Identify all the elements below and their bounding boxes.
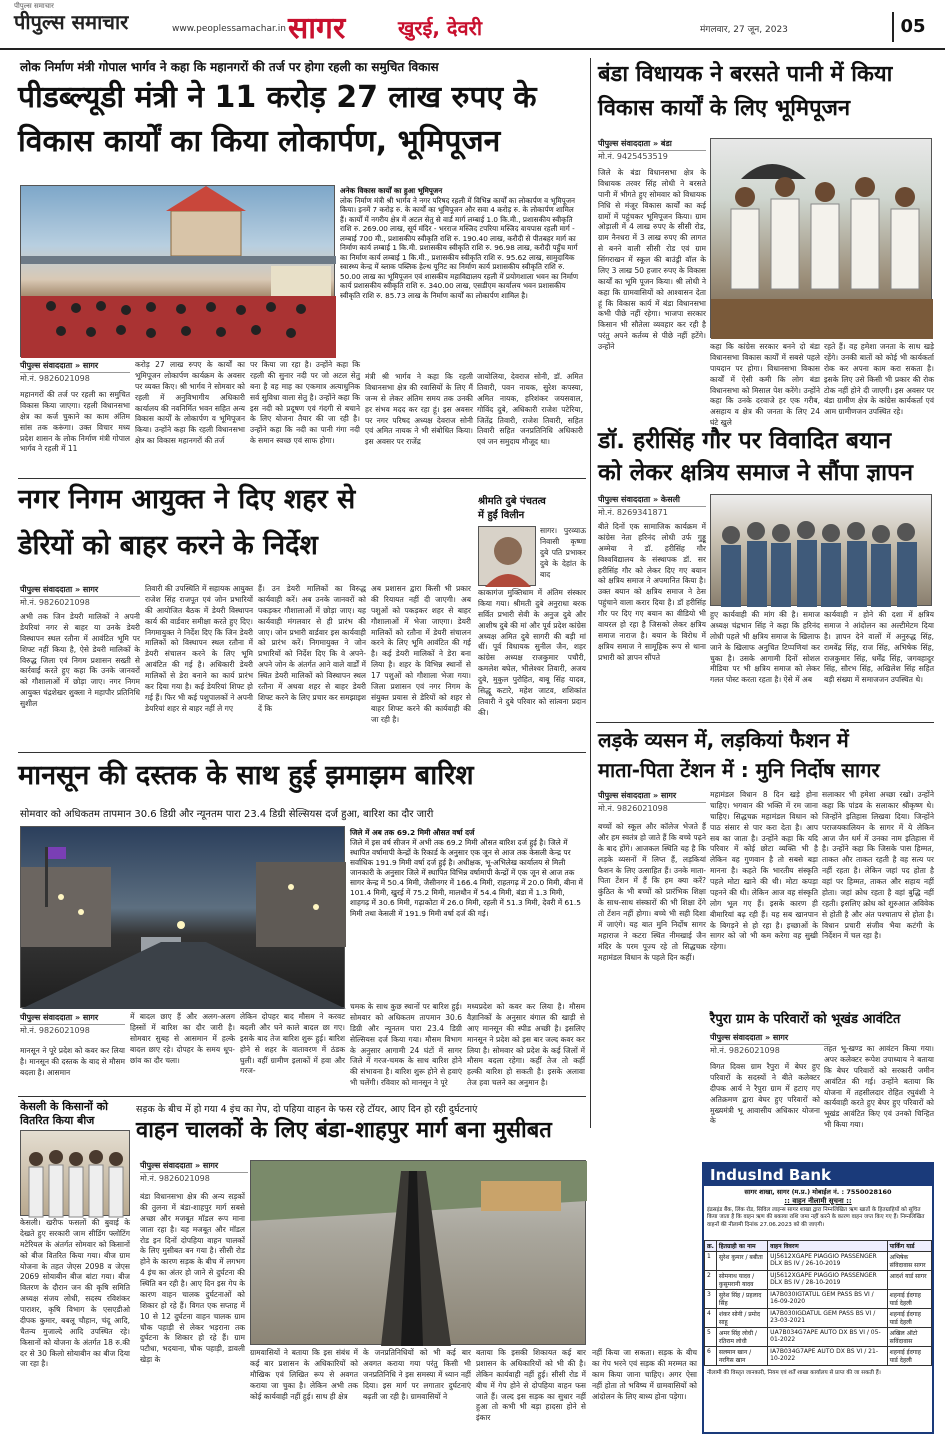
story5-col2: में बादल छाए हैं और अलग-अलग हिस्सों में बारिश का दौर जारी है। सोमवार सुबह से आसमान में हल्के बादल छाए रहे। दोपहर के समय धूप-छांव का दौर चला। (130, 1012, 235, 1065)
obit-text-top: सागर। पुरव्याऊ निवासी कृष्णा दुबे पति प्रभाकर दुबे के देहांत के बाद (540, 526, 586, 579)
story2-photo (710, 138, 932, 338)
story4-mobile: मो.नं. 9826021098 (20, 598, 90, 607)
story1-infobox (340, 186, 580, 360)
story5-photo (20, 826, 345, 1008)
story2-headline-line2: विकास कार्यों के लिए भूमिपूजन (598, 96, 851, 121)
section-divider (18, 1096, 586, 1097)
ad-table-header (705, 1241, 932, 1252)
ad-bank-name: IndusInd Bank (704, 1164, 932, 1186)
ad-table-cell: अखिल ऑटो सविंदावास (887, 1328, 931, 1347)
section-divider (18, 478, 586, 479)
story4-headline-line2: डेरियों को बाहर करने के निर्देश (18, 530, 318, 561)
story3-byline: पीपुल्स संवाददाता » केसली (598, 494, 706, 507)
story7-byline: पीपुल्स संवाददाता » सागर (710, 1032, 830, 1045)
ad-table-cell: सुरेश कुमार / बबीता (716, 1252, 767, 1271)
story3-headline-line2: को लेकर क्षत्रिय समाज ने सौंपा ज्ञापन (598, 460, 913, 486)
story5-col1: मानसून ने पूरे प्रदेश को कवर कर लिया है। मानसून की दस्तक के बाद से मौसम बदला है। आसमान (20, 1046, 125, 1077)
story4-headline-line1: नगर निगम आयुक्त ने दिए शहर से (18, 484, 356, 515)
story3-photo-illustration (711, 495, 933, 607)
story8-headline-line1: केसली के किसानों को (20, 1100, 108, 1113)
story5-col5: मध्यप्रदेश को कवर कर लिया है। मौसम वैज्ञानिकों के अनुसार बंगाल की खाड़ी से आए मानसून की स्पीड अच्छी है। इसलिए मानसून ने प्रदेश को इस बार जल्द कवर कर लिया है। सोमवार को प्रदेश के कई जिलों में मौसम बदला रहेगा। कहीं तेज तो कहीं हल्की बारिश हो सकती है। इसके अलावा तेज हवा चलने का अनुमान है। (467, 1002, 585, 1088)
story1-photo (20, 185, 335, 357)
story2-col2: कहा कि कांग्रेस सरकार बनने दो बंडा विधानसभा विकास कार्यों में सबसे पहले पायदान पर होगा। विधानसभा विकास कार्यों में ऐसी कमी कि लोग बंडा विधानसभा को मिसाल पेश करेंगे। उन्होंने कहा कि उनके दरवाजे हर एक गरीब, असहाय व क्षेत्र की जनता के लिए 24 घंटे खुले (710, 342, 820, 428)
story1-headline-line2: विकास कार्यों का किया लोकार्पण, भूमिपूजन (18, 124, 501, 159)
story8-photo (20, 1130, 130, 1216)
page-number: 05 (892, 12, 932, 42)
story5-infobox-text: जिले में इस वर्ष सीजन में अभी तक 69.2 मिमी औसत बारिश दर्ज हुई है। जिले में स्थापित वर्षामापी केन्द्रों के रिकार्ड के अनुसार एक जून से आज तक केसली केन्द्र पर सर्वाधिक 191.9 मिमी वर्षा दर्ज हुई है। अधीक्षक, भू-अभिलेख कार्यालय से मिली जानकारी के अनुसार जिले में स्थापित विभिन्न वर्षामापी केन्द्रों में एक जून से आज तक सागर केन्द्र में 50.4 मिमी, जैसीनगर में 166.4 मिमी, राहतगढ़ में 20.0 मिमी, बीना में 101.4 मिमी, खुरई में 75.2 मिमी, मालथौन में 54.4 मिमी, बंडा में 1.3 मिमी, शाहगढ़ में 30.6 मिमी, गढ़ाकोटा में 26.0 मिमी, रहली में 51.3 मिमी, देवरी में 61.5 मिमी तथा केसली में 191.9 मिमी वर्षा दर्ज की गई। (350, 838, 583, 918)
story9-col4: बताया कि इसकी शिकायत कई बार प्रशासन के अधिकारियों को भी की है। लेकिन कार्यवाही नहीं हुई। सीसी रोड में बीच में गेप होने से दोपहिया वाहन फस जाते हैं। जल्द इस सड़क का सुधार नहीं हुआ तो कभी भी बड़ा हादसा होने से इंकार (476, 1348, 586, 1423)
story5-col4: चमक के साथ कुछ स्थानों पर बारिश हुई। सोमवार को अधिकतम तापमान 30.6 डिग्री और न्यूनतम पारा 23.4 डिग्री सेल्सियस दर्ज किया गया। मौसम विभाग के अनुसार आगामी 24 घंटों में सागर जिले में गरज-चमक के साथ बारिश होने की संभावना है। बारिश शुरू होने से हवाएं भी चलेंगी। रविवार को मानसून ने पूरे (350, 1002, 462, 1088)
ad-table-cell: UJ5612XGAPE PIAGGIO PASSENGER DLX BS IV / 26-10-2019 (768, 1252, 887, 1271)
story9-byline-block (140, 1160, 248, 1184)
ad-table-row (705, 1252, 932, 1271)
story6-byline-block (598, 790, 706, 814)
story1-headline-line1: पीडब्ल्यूडी मंत्री ने 11 करोड़ 27 लाख रुपए के (18, 80, 537, 115)
story4-byline-block (20, 584, 140, 608)
story2-byline: पीपुल्स संवाददाता » बंडा (598, 138, 706, 151)
story3-col3: कार्यवाही न होने की दशा में क्षत्रिय समाज ने आंदोलन का अल्टीमेटम दिया है। ज्ञापन देने वालों में अनुरुद्ध सिंह, रामवेंद्र सिंह, राज सिंह, अभिषेक सिंह, राजकुमार सिंह, धर्मेंद्र सिंह, जगवहादुर सिंह, सौरभ सिंह, अखिलेश सिंह सहित बड़ी संख्या में समाजजन उपस्थित थे। (824, 610, 934, 685)
section-divider (596, 722, 934, 723)
story1-col4: मंत्री श्री भार्गव ने कहा कि रहली विधानसभा क्षेत्र की रवासियों के लिए मैं जन्म से लेकर अंतिम समय तक उनकी हर संभव मदद कर रहा हूं। इस अवसर पर नगर परिषद अध्यक्ष देवराज सोनी एवं अमित नायक ने भी संबोधित किया। इस अवसर पर राजेंद्र (365, 372, 473, 447)
ad-table-cell: 3 (705, 1290, 717, 1309)
story7-mobile: मो.नं. 9826021098 (710, 1046, 780, 1055)
story9-mobile: मो.नं. 9826021098 (140, 1174, 210, 1183)
ad-branch: सागर शाखा, सागर (म.प्र.) मोबाईल नं. : 7550028160 (744, 1188, 892, 1196)
story8-text: केसली। खरीफ फसलों की बुवाई के देखते हुए सरकारी जाम सीडिंग फ्लोटिंग मटेरियल के अंतर्गत सोमवार को किसानों को बीज वितरित किया गया। बीज ग्राम योजना के तहत जेएस 2098 व जेएस 2069 सोयाबीन बीज बांटा गया। बीज वितरण के दौरान जन की कृषि समिति अध्यक्ष संजय लोधी, सदस्य रविशंकर पाराशर, कृषि विभाग के एसएडीओ दीपक कुमार, बबलू चौहान, चंदू आदि, चैतन्य मुजाल्दे आदि उपस्थित रहे। किसानों को योजना के अंतर्गत 18 रु.की दर से 30 किलो सोयाबीन का बीज दिया जा रहा है। (20, 1218, 130, 1369)
obit-portrait (478, 526, 536, 586)
ad-footer: नीलामी की विस्तृत जानकारी, नियम एवं शर्तें शाखा कार्यालय से प्राप्त की जा सकती हैं। (707, 1370, 881, 1376)
ad-table-cell: 1 (705, 1252, 717, 1271)
story3-byline-block (598, 494, 706, 518)
story5-headline: मानसून की दस्तक के साथ हुई झमाझम बारिश (18, 760, 474, 791)
obit-portrait-illustration (479, 527, 537, 587)
story2-headline-line1: बंडा विधायक ने बरसते पानी में किया (598, 62, 893, 87)
ad-table-cell: 2 (705, 1271, 717, 1290)
story5-mobile: मो.नं. 9826021098 (20, 1026, 90, 1035)
ad-table-row (705, 1309, 932, 1328)
story9-headline: वाहन चालकों के लिए बंडा-शाहपुर मार्ग बना मुसीबत (136, 1118, 552, 1143)
ad-table-row (705, 1347, 932, 1366)
ad-table-row (705, 1271, 932, 1290)
story9-col2: ग्रामवासियों ने बताया कि इस संबंध में कई बार प्रशासन के अधिकारियों को मौखिक एवं लिखित रूप से अवगत कराया जा चुका है। लेकिन अभी तक कोई कार्यवाही नहीं हुई। साथ ही क्षेत्र (250, 1348, 358, 1401)
brand-tagline: पीपुल्स समाचार (14, 2, 54, 10)
story1-photo-illustration (21, 186, 336, 358)
story9-byline: पीपुल्स संवाददाता » सागर (140, 1160, 248, 1173)
ad-table-cell: 5 (705, 1328, 717, 1347)
story7-byline-block (710, 1032, 830, 1056)
section-subtitle: खुरई, देवरी (398, 16, 483, 40)
story6-headline-line2: माता-पिता टेंशन में : मुनि निर्दोष सागर (598, 758, 880, 782)
story6-col2: महामंडल विधान 8 दिन खड़े होना चाहिए। भगवान की भक्ति में रम जाना चाहिए। सिद्धचक्र महामंडल विधान को पाठ संसार से पार करा देता है। आप सब का जाता है। उन्होंने कहा कि यदि परिवार में कोई छोटा व्यक्ति भी है लेकिन वह गुणवान है तो सबसे बड़ा मानना है। कहते कि भारतीय संस्कृति पहले मोटा खाने की थी। मोटा कपड़ा पहनने की थी। लेकिन आज वह संस्कृति लोग भूल गए हैं। इसके कारण ही बीमारियां बढ़ रही हैं। यह सब खानपान के बिगड़ने से हो रहा है। इच्छाओं के सागर को जो भी कम करेगा वह सुखी रहेगा। (710, 790, 818, 952)
story1-byline-block (20, 360, 130, 384)
ad-table-cell: 4 (705, 1309, 717, 1328)
story1-infobox-title: अनेक विकास कार्यों का हुआ भूमिपूजन (340, 186, 443, 195)
story3-col2: हुए कार्यवाही की मांग की है। समाज अध्यक्ष चंद्रभान सिंह ने कहा कि हरिनंद लोधी पहले भी क्षत्रिय समाज के खिलाफ जाने के खिलाफ अनुचित टिप्पणियां कर चुका है। उसके आगामी दिनों सोशल मीडिया पर भी क्षत्रिय समाज को लेकर गलत पोस्ट करता रहता है। ऐसे में अब (710, 610, 820, 685)
ad-table-header-cell: पार्किंग यार्ड (887, 1241, 931, 1252)
ad-table-row (705, 1290, 932, 1309)
story2-mobile: मो.नं. 9425453519 (598, 152, 668, 161)
obit-text-bottom: काकागंज मुक्तिधाम में अंतिम संस्कार किया गया। श्रीमती दुबे अनुराधा बरक सर्वित प्रभारी सेवी के अनुज दुबे और आशीष दुबे की मां और पूर्व प्रदेश कांग्रेस अध्यक्ष अमित दुबे सागरी की बड़ी मां थीं। पूर्व विधायक सुनील जैन, शहर कांग्रेस अध्यक्ष राजकुमार पचौरी, कमलेश बघेल, भीलेश्वर तिवारी, अजय दुबे, मुकुल पुरोहित, बाबू सिंह यादव, सिद्धू कटारे, महेश जाटव, शशिकांत तिवारी ने दुबे परिवार को सांत्वना प्रदान की। (478, 588, 586, 717)
story4-col3: हैं। उन डेयरी मालिकों का विरुद्ध कार्यवाही करें। अब उनके जानवरों को पकड़कर गौशालाओं में छोड़ा जाए। यह कार्यवाही मंगलवार से ही प्रारंभ की जाए। जोन प्रभारी वार्डवार इस कार्यवाही को प्रारंभ करें। निगमायुक्त ने जोन प्रभारियों को निर्देश दिए कि वे अपने-अपने जोन के अंतर्गत आने वाले वार्डों में स्थित डेयरी मालिकों को विस्थापन स्थल रतौना में अथवा शहर से बाहर डेयरी शिफ्ट करने के लिए प्रचार कर समझाइश दें कि (258, 584, 366, 713)
masthead (0, 0, 945, 50)
ad-table-cell: शंकर सोनी / प्रमोद साहू (716, 1309, 767, 1328)
ad-table-cell: 6 (705, 1347, 717, 1366)
story5-infobox (350, 828, 586, 998)
ad-table-header-cell: क्र. (705, 1241, 717, 1252)
story2-byline-block (598, 138, 706, 162)
ad-notice-title: :: वाहन नीलामी सूचना :: (784, 1197, 852, 1205)
ad-table-header-cell: हितग्राही का नाम (716, 1241, 767, 1252)
story5-col3: लेकिन दोपहर बाद मौसम ने करवट बदली और घने काले बादल छा गए। इसके बाद तेज बारिश शुरू हुई। बारिश होने से शहर के वातावरण में ठंडक घुली। वहीं ग्रामीण इलाकों में हवा और गरज- (240, 1012, 345, 1076)
story3-headline-line1: डॉ. हरीसिंह गौर पर विवादित बयान (598, 428, 892, 454)
ad-intro: इंडसइंड बैंक, लिंक रोड, सिविल लाइन्स सागर शाखा द्वारा निम्नलिखित ऋण खातों के हितग्राहियों को सूचित किया जाता है कि वाहन ऋण की बकाया राशि जमा नहीं करने के कारण वाहन जप्त किए गए हैं। निम्नलिखित वाहनों की नीलामी दिनांक 27.06.2023 को की जाएगी। (707, 1207, 925, 1228)
ad-table-cell: आदर्श यार्ड सागर (887, 1271, 931, 1290)
story6-headline-line1: लड़के व्यसन में, लड़कियां फैशन में (598, 728, 849, 752)
brand-logo: पीपुल्स समाचार (14, 10, 129, 34)
ad-table-cell: शहनाई ईदगाह यार्ड देहली (887, 1290, 931, 1309)
ad-table-cell: IA7B030IGTATUL GEM PASS BS VI / 16-09-2020 (768, 1290, 887, 1309)
ad-table-cell: सलमान खान / नरगिस खान (716, 1347, 767, 1366)
story6-byline: पीपुल्स संवाददाता » सागर (598, 790, 706, 803)
story1-infobox-text: लोक निर्माण मंत्री श्री भार्गव ने नगर परिषद रहली में विभिन्न कार्यों का लोकार्पण व भूमिपूजन किया। इनमें 7 करोड़ रु. के कार्यों का भूमिपूजन और सवा 4 करोड़ रु. के लोकार्पण शामिल हैं। कार्यों में नगरीय क्षेत्र में अटल सेतु से वार्ड मार्ग लम्बाई 1.0 कि.मी., प्रशासकीय स्वीकृति राशि रु. 269.00 लाख, सूर्य मंदिर - भरराज मस्जिद टपरिया मस्जिद वायपास रहली मार्ग - लम्बाई 700 मी., प्रशासकीय स्वीकृति राशि रु. 190.40 लाख, करौदी से पीतबहर मार्ग का निर्माण कार्य लम्बाई 1 कि.मी. प्रशासकीय स्वीकृति राशि रु. 96.98 लाख, करौदी पहुँच मार्ग का निर्माण कार्य लम्बाई 1 कि.मी., प्रशासकीय स्वीकृति राशि रु. 95.62 लाख, सामुदायिक स्वास्थ्य केन्द्र में ब्लाक पब्लिक हेल्थ यूनिट का निर्माण कार्य प्रशासकीय स्वीकृति राशि रु. 50.00 लाख का भूमिपूजन एवं शासकीय महाविद्यालय रहली में प्रयोगशाला भवन का निर्माण कार्य प्रशासकीय स्वीकृति राशि रु. 340.00 लाख, एसडीएम कार्यालय भवन प्रशासकीय स्वीकृति राशि रु. 85.73 लाख के निर्माण कार्यों का लोकार्पण शामिल है। (340, 195, 579, 300)
ad-table-cell: IA7B030IGDATUL GEM PASS BS VI / 23-03-2021 (768, 1309, 887, 1328)
story1-col3: पर किया जा रहा है। उन्होंने कहा कि रहली की सुनार नदी पर जो अटल सेतु बना है वह माह का एकमात्र अत्याधुनिक सर्व सुविधा वाला सेतु है। उन्होंने कहा कि इस नदी को प्रदूषण एवं गंदगी से बचाने के लिए योजना तैयार की जा रही है। उन्होंने कहा कि नदी का पानी गंगा नदी के समान स्वच्छ एवं साफ होगा। (250, 360, 360, 446)
story6-col3: सलाकार भी हमेशा अच्छा रखो। उन्होंने कहा कि पांडव के सलाकार श्रीकृष्ण थे। जिन्होंने इतिहास लिखवा दिया। जिन्होंने पराजयकालियन के सागर में ये लेकिन आज जैन धर्म में उनका नाम इतिहास में है। उन्होंने कहा कि जिसके पास हिम्मत, ताकत और ताकत रहती है वह सत्य पर नहीं रहता है। लेकिन जहां पद होता है वहां पर हिम्मत, ताकत और सहाय नहीं होता। जहां क्रोध रहता है वहां बुद्धि नहीं रहती। इसलिए क्रोध को शुरुआत अविवेक से होती है और अंत पश्चाताप से होता है। विधान प्रचारी संजीव भैया कटंगी के निर्देशन में चल रहा है। (822, 790, 934, 941)
story6-mobile: मो.नं. 9826021098 (598, 804, 668, 813)
story9-kicker: सड़क के बीच में हो गया 4 इंच का गेप, दो पहिया वाहन के फस रहे टॉयर, आए दिन हो रही दुर्घटनाएं (136, 1104, 478, 1115)
story1-byline: पीपुल्स संवाददाता » सागर (20, 360, 130, 373)
website-url[interactable]: www.peoplessamachar.in (172, 24, 286, 34)
story9-photo (250, 1160, 586, 1345)
column-divider (590, 58, 591, 1128)
ad-table-header-cell: वाहन विवरण (768, 1241, 887, 1252)
story7-col1: विगत दिवस ग्राम रैपुरा में बेघर हुए परिवारों के सदस्यों ने बीते कलेक्टर दीपक आर्य ने रैपुरा ग्राम में हटाए गए अतिक्रमण द्वारा बेघर हुए परिवारों को मुख्यमंत्री भू आवासीय अधिकार योजना के (710, 1062, 820, 1126)
story1-col1: महानगरों की तर्ज पर रहली का समुचित विकास किया जाएगा। रहली विधानसभा क्षेत्र का कर्ज चुकाने का काम अंतिम सांस तक करूंगा। उक्त विचार मध्य प्रदेश शासन के लोक निर्माण मंत्री गोपाल भार्गव ने रहली में 11 (20, 390, 130, 454)
story1-kicker: लोक निर्माण मंत्री गोपाल भार्गव ने कहा कि महानगरों की तर्ज पर होगा रहली का समुचित विकास (20, 60, 439, 74)
section-divider (18, 752, 586, 753)
story5-byline-block (20, 1012, 125, 1036)
story9-photo-illustration (251, 1161, 587, 1346)
story9-col1: बंडा विधानसभा क्षेत्र की अन्य सड़कों की तुलना में बंडा-शाहपुर मार्ग सबसे अच्छा और मजबूत मॉडल रूप माना जाता रहा है। यह मजबूत और मॉडल रोड इन दिनों दोपहिया वाहन चालकों के लिए मुसीबत बन गया है। सीसी रोड होने के कारण सड़क के बीच में लगभग 4 इंच का अंतर हो जाने से दुर्घटना की स्थिति बन रही है। आए दिन इस गेप के कारण वाहन चालक दुर्घटनाओं को शिकार हो रहे हैं। विगत एक सप्ताह में 10 से 12 दुर्घटना वाहन चालक ग्राम चौक पहाड़ी से लेकर भड़राना तक दुर्घटना के शिकार हो रहे हैं। ग्राम पटौधा, भदयाना, चौक पहाड़ी, डावली खेड़ा के (140, 1192, 245, 1365)
ad-table-body (705, 1252, 932, 1366)
story2-col3: रहते हैं। वह हमेशा जनता के साथ खड़े रहेंगे। उनकी बातों को कोई भी कार्यकर्ता रोक कर अपना काम करा सकता है। इसके लिए उसे किसी भी प्रकार की रोक टोक नहीं होने दी जाएगी। इस अवसर पर बंडा ग्रामीण क्षेत्र के कांग्रेस कार्यकर्ता एवं आम ग्रामीणजन उपस्थित रहे। (824, 342, 934, 417)
ad-table-cell: शहनाई ईदगाह यार्ड देहली (887, 1347, 931, 1366)
story5-infobox-title: जिले में अब तक 69.2 मिमी औसत वर्षा दर्ज (350, 828, 475, 837)
story7-headline: रैपुरा ग्राम के परिवारों को भूखंड आवंटित (710, 1012, 901, 1027)
story5-byline: पीपुल्स संवाददाता » सागर (20, 1012, 125, 1025)
ad-table-cell: अभिषेक संविदावास सागर (887, 1252, 931, 1271)
ad-table-cell: सुरेश सिंह / प्रहलाद सिंह (716, 1290, 767, 1309)
story8-photo-illustration (21, 1131, 131, 1217)
story9-col5: नहीं किया जा सकता। सड़क के बीच का गेप भरने एवं सड़क की मरम्मत का काम किया जाना चाहिए। अगर ऐसा नहीं होता तो भविष्य में ग्रामवासियों को आंदोलन के लिए बाध्य होना पड़ेगा। (592, 1348, 697, 1401)
story1-mobile: मो.नं. 9826021098 (20, 374, 90, 383)
ad-table-row (705, 1328, 932, 1347)
ad-table-cell: UA7B034G7APE AUTO DX BS VI / 05-01-2022 (768, 1328, 887, 1347)
ad-table-cell: शहनाई ईदगाह यार्ड देहली (887, 1309, 931, 1328)
ad-auction-table (704, 1240, 932, 1366)
issue-date: मंगलवार, 27 जून, 2023 (700, 25, 788, 35)
story4-col4: अब प्रशासन द्वारा किसी भी प्रकार की रियायत नहीं दी जाएगी। अब पशुओं को पकड़कर शहर से बाहर गौशालाओं में भेजा जाएगा। डेयरी मालिकों को रतौना में डेयरी संचालन करने के लिए भूमि आवंटित की गई है। कई डेयरी मालिकों ने डेरा बना लिया है। शहर के विभिन्न स्थानों से 17 पशुओं को गौशाला भेजा गया। जिला प्रशासन एवं नगर निगम के संयुक्त प्रयास से डेरियों को शहर से बाहर शिफ्ट करने की कार्यवाही की जा रही है। (371, 584, 471, 724)
story5-subhead: सोमवार को अधिकतम तापमान 30.6 डिग्री और न्यूनतम पारा 23.4 डिग्री सेल्सियस दर्ज हुआ, बारिश का दौर जारी (20, 809, 434, 820)
story6-col1: बच्चों को स्कूल और कॉलेज भेजते हैं और हम स्वतंत्र हो जाते हैं कि बच्चे पढ़ने के बाद होंगे। आजकल स्थिति यह है कि लड़के व्यसनों में लिप्त हैं, लड़कियां फैशन के लिए उत्साहित हैं। उनके माता-पिता टेंशन में हैं कि हम क्या करें? कुंठित के भी बच्चों को प्रारंभिक शिक्षा के साथ-साथ संस्कारों की भी शिक्षा देंगे तो टेंशन नहीं होगा। बच्चे भी सही दिशा में जाएंगे। यह बात मुनि निर्दोष सागर महाराज ने कटरा स्थित नीमखाई जैन मंदिर के परम पूज्य रहे तो सिद्धचक्र महामंडल विधान के पहले दिन कहीं। (598, 822, 706, 962)
story2-col1: जिले के बंडा विधानसभा क्षेत्र के विधायक तरवर सिंह लोधी ने बरसते पानी में भीगते हुए सोमवार को विधायक निधि से मंजूर विकास कार्यों का कई ग्रामों में पहुंचकर भूमिपूजन किया। ग्राम ओड़ाली में 4 लाख रुपए के सीसी रोड, ग्राम नैनधरा में 3 लाख रुपए की लागत से बनने वाली सीसी रोड एवं ग्राम सिंगराखन में स्कूल की बाउंड्री वॉल के लिए 3 लाख 50 हजार रुपए के विकास कार्यों का भूमि पूजन किया। श्री लोधी ने कहा कि ग्रामवासियों को आश्वासन देता हूं कि विकास कार्य में बंडा विधानसभा कभी पीछे नहीं रहेगा। भाजपा सरकार किसान भी सौतेला व्यवहार कर रही है परंतु अपने कर्तव्य से पीछे नहीं हटेंगे। उन्होंने (598, 168, 706, 351)
obit-headline-line1: श्रीमति दुबे पंचतत्व (478, 496, 546, 507)
story3-mobile: मो.नं. 8269341871 (598, 508, 668, 517)
ad-table-cell: अमर सिंह लोधी / रतिराम लोधी (716, 1328, 767, 1347)
ad-table-cell: UJ5612XGAPE PIAGGIO PASSENGER DLX BS IV / 28-10-2019 (768, 1271, 887, 1290)
story4-col1: अभी तक जिन डेयरी मालिकों ने अपनी डेयरियां नगर से बाहर या उनके डेयरी विस्थापन स्थल रतौना में आवंटित भूमि पर शिफ्ट नहीं किया है, ऐसे डेयरी मालिकों के विरुद्ध जिला एवं निगम प्रशासन सख्ती से कार्रवाई करते हुए कहा कि उनके जानवरों को गौशालाओं में छोड़ा जाए। नगर निगम आयुक्त चंद्रशेखर शुक्ला ने महापौर प्रतिनिधि सुशील (20, 612, 140, 708)
story3-photo (710, 494, 932, 606)
ad-table-cell: सोमनाथ यादव / कुसुमरानी यादव (716, 1271, 767, 1290)
ad-table-cell: IA7B034G7APE AUTO DX BS VI / 21-10-2022 (768, 1347, 887, 1366)
story7-col2: तहत भू-खण्ड का आवंटन किया गया। अपर कलेक्टर रूपेश उपाध्याय ने बताया कि बेघर परिवारों को सरकारी जमीन आवंटित की गई। उन्होंने बताया कि योजना में तहसीलदार रोहित रघुवंशी ने कार्यवाही करते हुए बेघर हुए परिवारों को भूखंड आवंटित किए एवं उनको चिन्हित भी किया गया। (824, 1044, 934, 1130)
story5-photo-illustration (21, 827, 346, 1009)
story2-photo-illustration (711, 139, 933, 339)
section-title: सागर (288, 11, 346, 46)
story4-byline: पीपुल्स संवाददाता » सागर (20, 584, 140, 597)
obit-headline-line2: में हुईं विलीन (478, 510, 525, 521)
story1-col2: करोड़ 27 लाख रुपए के कार्यों का भूमिपूजन लोकार्पण कार्यक्रम के अवसर पर व्यक्त किए। श्री भार्गव ने सोमवार को रहली में अनुविभागीय अधिकारी कार्यालय की नवनिर्मित भवन सहित अन्य विकास कार्यों के लोकार्पण व भूमिपूजन किया। उन्होंने कहा कि रहली विधानसभा क्षेत्र का विकास महानगरों की तर्ज (135, 360, 245, 446)
story9-col3: के जनप्रतिनिधियों को भी कई बार अवगत कराया गया परंतु किसी भी जनप्रतिनिधि ने इस समस्या में ध्यान नहीं दिया। इस मार्ग पर लगातार दुर्घटनाएं बढ़ती जा रही है। ग्रामवासियों ने (363, 1348, 471, 1401)
indusind-bank-ad (702, 1162, 934, 1434)
story4-col2: तिवारी की उपस्थिति में सहायक आयुक्त राजेश सिंह राजपूत एवं जोन प्रभारियों की आयोजित बैठक में डेयरी विस्थापन कार्य की वार्डवार समीक्षा करते हुए दिए। निगमायुक्त ने निर्देश दिए कि जिन डेयरी मालिकों को विस्थापन स्थल रतौना में डेयरी संचालन करने के लिए भूमि आवंटित की गई है। अधिकारी डेयरी मालिकों से डेरा बनाने का कार्य प्रारंभ कर दिया गया है। कई डेयरियां शिफ्ट हो गई हैं। फिर भी कई पशुपालकों ने अपनी डेयरियां शहर से बाहर नहीं ले गए (145, 584, 253, 713)
story1-col5: जायोलिया, देवराज सोनी, डॉ. अमित तिवारी, पवन नायक, सुरेश कपस्या, अमित नायक, हरिशंकर जयसवाल, गोविंद दुबे, अधिकारी राजेश पटेरिया, जितेंद्र तिवारी, राजेश तिवारी, सहित तिवारी सहित जनप्रतिनिधि अधिकारी एवं जन समुदाय मौजूद था। (477, 372, 583, 447)
story3-col1: बीते दिनों एक सामाजिक कार्यक्रम में कांग्रेस नेता हरिनंद लोधी उर्फ गुड्डू अम्मेया ने डॉ. हरीसिंह गौर विश्वविद्यालय के संस्थापक डॉ. सर हरीसिंह गौर को लेकर दिए गए बयान को क्षत्रिय समाज ने अपमानित किया है। उक्त बयान को क्षत्रिय समाज ने ठेस पहुंचाने वाला करार दिया है। डॉ हरीसिंह गौर पर दिए गए बयान का वीडियो भी वायरल हो रहा है जिसको लेकर क्षत्रिय समाज नाराज है। बयान के विरोध में क्षत्रिय समाज ने सामूहिक रूप से थाना प्रभारी को ज्ञापन सौंपते (598, 522, 706, 662)
story8-headline-line2: वितरित किया बीज (20, 1114, 95, 1127)
